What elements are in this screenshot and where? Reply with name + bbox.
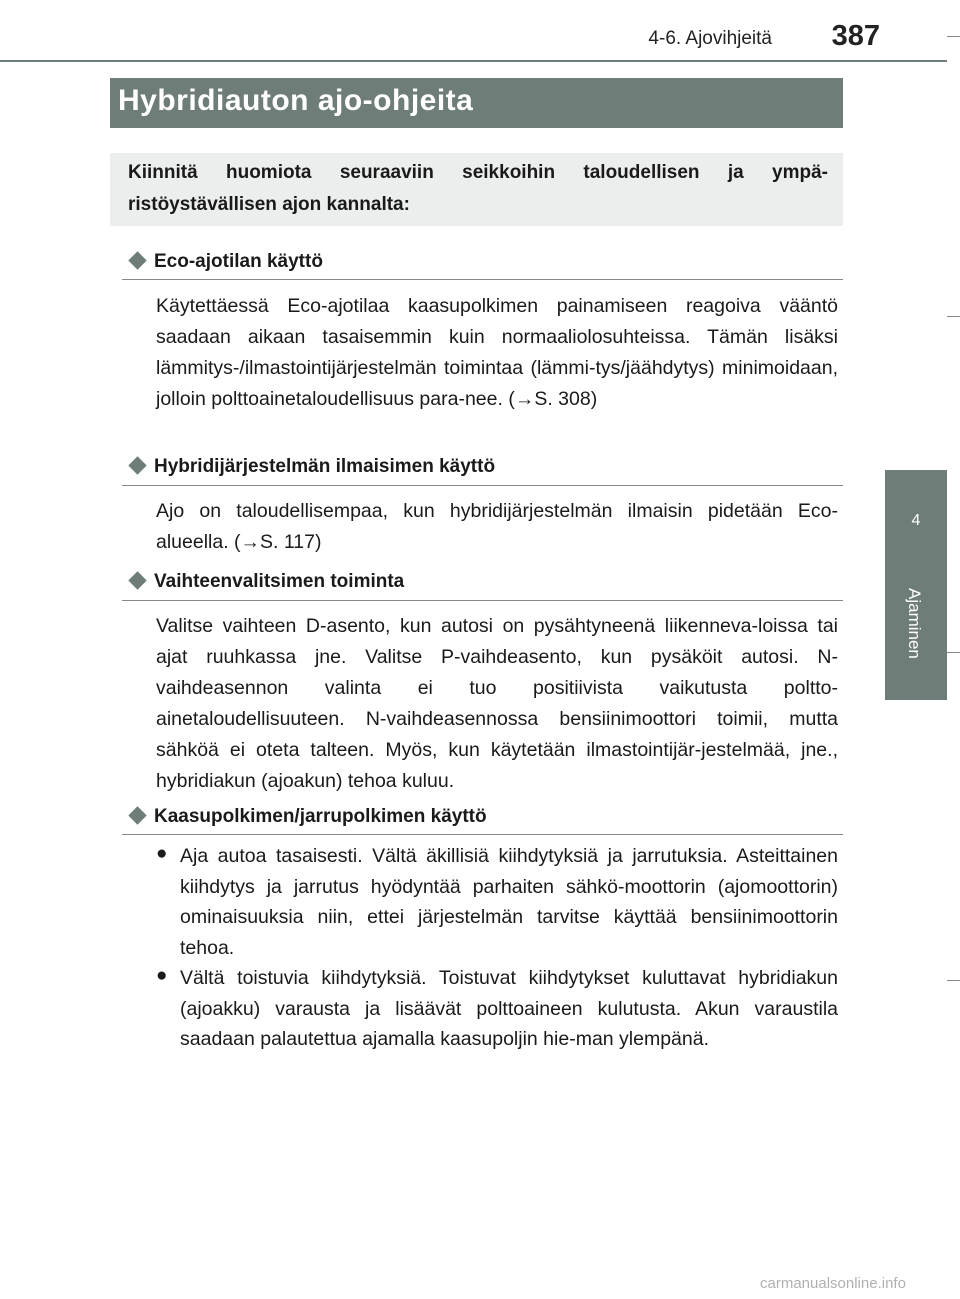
bullet-icon: ● xyxy=(156,843,168,864)
section-heading xyxy=(128,806,487,828)
section-heading xyxy=(128,251,323,273)
crop-mark xyxy=(947,980,960,981)
heading-rule xyxy=(122,834,843,835)
chapter-label: Ajaminen xyxy=(905,588,924,659)
section-heading xyxy=(128,456,495,478)
section-text: Ajo on taloudellisempaa, kun hybridijärjestelmän ilmaisin pidetään Eco-alueella. (→S. 117) xyxy=(156,500,838,553)
heading-rule xyxy=(122,600,843,601)
crop-mark xyxy=(947,316,960,317)
section-heading xyxy=(128,571,404,593)
diamond-icon xyxy=(128,571,146,589)
section-heading-text: Vaihteenvalitsimen toiminta xyxy=(154,571,405,592)
page-title: Hybridiauton ajo-ohjeita xyxy=(118,84,474,117)
header-rule xyxy=(0,60,947,62)
crop-mark xyxy=(947,652,960,653)
section-text: Valitse vaihteen D-asento, kun autosi on pysähtyneenä liikenneva-loissa tai ajat ruuhkassa jne. Valitse P-vaihdeasento, kun pysäköit autosi. N-vaihdeasennon valinta ei tuo positiivista vaikutusta poltto-ainetaloudellisuuteen. N-vaihdeasennossa bensiinimoottori toimii, mutta sähköä ei oteta talteen. Myös, kun käytetään ilmastointijär-jestelmää, jne., hybridiakun (ajoakun) tehoa kuluu. xyxy=(156,615,838,792)
section-heading-text: Hybridijärjestelmän ilmaisimen käyttö xyxy=(154,456,496,477)
page-number: 387 xyxy=(831,20,880,52)
bullet-text: Vältä toistuvia kiihdytyksiä. Toistuvat kiihdytykset kuluttavat hybridiakun (ajoakku) varausta ja lisäävät polttoaineen kulutusta. Akun varaustila saadaan palautettua ajamalla kaasupoljin hie-man ylempänä. xyxy=(180,967,838,1050)
diamond-icon xyxy=(128,806,146,824)
diamond-icon xyxy=(128,456,146,474)
section-label: 4-6. Ajovihjeitä xyxy=(648,28,772,49)
heading-rule xyxy=(122,485,843,486)
diamond-icon xyxy=(128,251,146,269)
bullet-icon: ● xyxy=(156,965,168,986)
bullet-text: Aja autoa tasaisesti. Vältä äkillisiä kiihdytyksiä ja jarrutuksia. Asteittainen kiihdytys ja jarrutus hyödyntää parhaiten sähkö-moottorin (ajomoottorin) ominaisuuksia niin, ettei järjestelmän tarvitse käyttää bensiinimoottorin tehoa. xyxy=(180,845,838,959)
chapter-number: 4 xyxy=(911,512,921,529)
heading-rule xyxy=(122,279,843,280)
intro-text: Kiinnitä huomiota seuraaviin seikkoihin taloudellisen ja ympä-ristöystävällisen ajon kannalta: xyxy=(128,162,828,215)
section-text: Käytettäessä Eco-ajotilaa kaasupolkimen painamiseen reagoiva vääntö saadaan aikaan tasaisemmin kuin normaaliolosuhteissa. Tämän lisäksi lämmitys-/ilmastointijärjestelmän toimintaa (lämmi-tys/jäähdytys) minimoidaan, jolloin polttoainetaloudellisuus para-nee. (→S. 308) xyxy=(156,295,838,410)
section-heading-text: Eco-ajotilan käyttö xyxy=(154,251,323,272)
section-heading-text: Kaasupolkimen/jarrupolkimen käyttö xyxy=(154,806,487,827)
crop-mark xyxy=(947,36,960,37)
chapter-tab xyxy=(885,470,947,700)
watermark: carmanualsonline.info xyxy=(760,1275,906,1292)
